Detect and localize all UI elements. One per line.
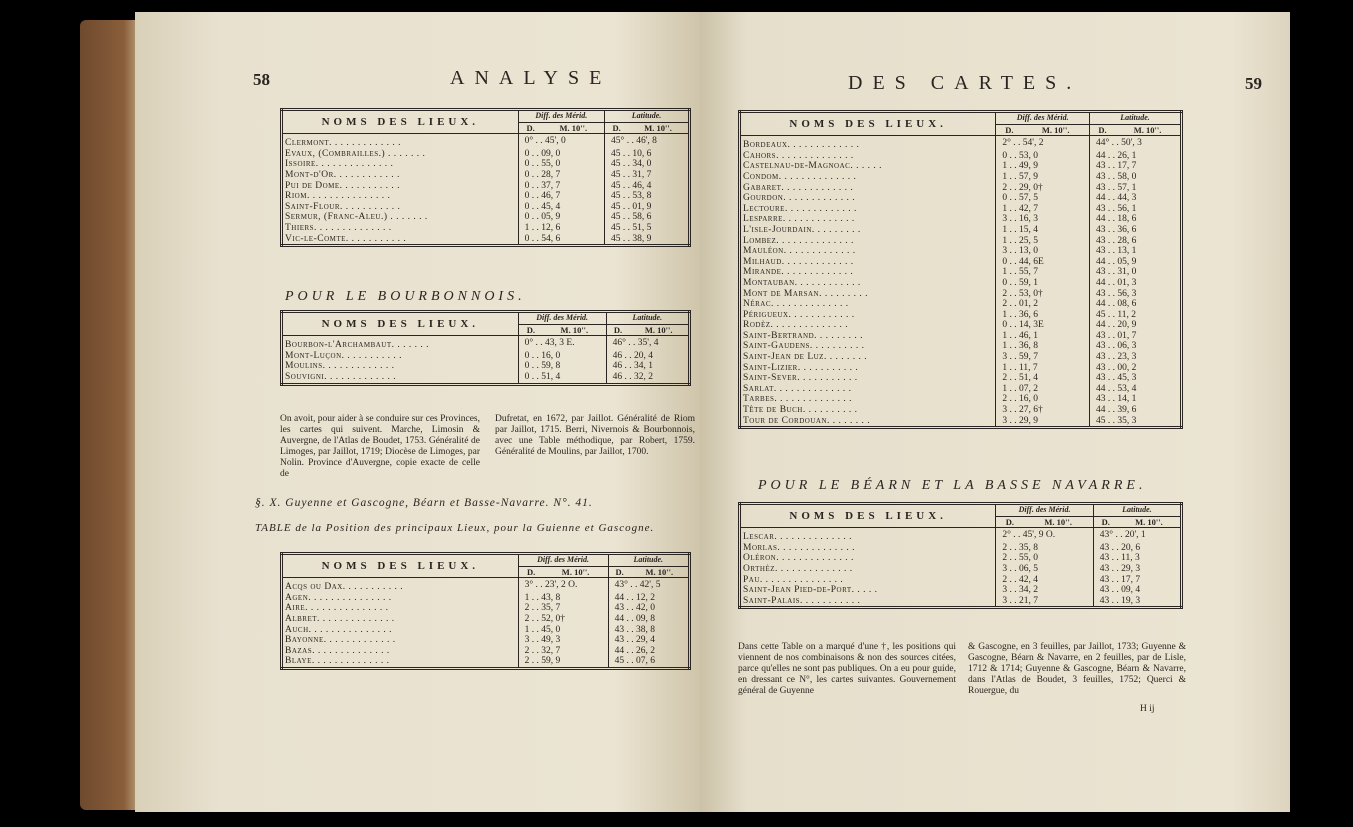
running-head-right: DES CARTES. bbox=[848, 72, 1082, 94]
place-name: Issoire. . . . . . . . . . . . . . bbox=[282, 159, 519, 170]
table-row bbox=[740, 136, 1182, 151]
column-header-names: NOMS DES LIEUX. bbox=[740, 504, 996, 528]
meridian-diff-value: 0 . . 55, 0 bbox=[518, 159, 604, 170]
meridian-diff-value: 2 . . 59, 9 bbox=[518, 656, 608, 668]
meridian-diff-value: 0 . . 44, 6E bbox=[996, 257, 1090, 268]
meridian-diff-value: 0 . . 16, 0 bbox=[518, 351, 606, 362]
meridian-diff-value: 0 . . 59, 8 bbox=[518, 361, 606, 372]
column-header-latitude: Latitude. bbox=[1093, 504, 1181, 517]
meridian-diff-value: 2 . . 55, 0 bbox=[996, 553, 1093, 564]
unit-label: D. bbox=[606, 324, 629, 336]
unit-label: D. bbox=[1093, 516, 1118, 528]
place-name: Acqs ou Dax. . . . . . . . . . . bbox=[282, 578, 519, 593]
column-header-latitude: Latitude. bbox=[608, 554, 689, 567]
meridian-diff-value: 2 . . 35, 8 bbox=[996, 543, 1093, 554]
meridian-diff-value: 3 . . 13, 0 bbox=[996, 246, 1090, 257]
left-page bbox=[135, 12, 700, 812]
latitude-value: 44 . . 39, 6 bbox=[1095, 405, 1137, 416]
latitude-value: 45 . . 11, 2 bbox=[1095, 309, 1136, 320]
place-name: Souvigni. . . . . . . . . . . . . bbox=[282, 372, 519, 384]
place-name: Mauléon. . . . . . . . . . . . . bbox=[740, 246, 996, 257]
meridian-diff-value: 1 . . 11, 7 bbox=[996, 363, 1090, 374]
meridian-diff-value: 1 . . 36, 8 bbox=[996, 341, 1090, 352]
place-name: Gourdon. . . . . . . . . . . . . bbox=[740, 193, 996, 204]
unit-label: M. 10''. bbox=[1024, 516, 1094, 528]
table-caption-guienne: TABLE de la Position des principaux Lieux, pour la Guienne et Gascogne. bbox=[255, 522, 655, 534]
table-row bbox=[282, 372, 690, 384]
table-bearn bbox=[738, 502, 1183, 609]
place-name: Albret. . . . . . . . . . . . . . bbox=[282, 614, 519, 625]
place-name: Riom. . . . . . . . . . . . . . . bbox=[282, 191, 519, 202]
latitude-value: 44 . . 09, 8 bbox=[614, 613, 655, 624]
latitude-value: 43 . . 29, 3 bbox=[1099, 563, 1141, 574]
unit-label: D. bbox=[605, 122, 629, 134]
table-row bbox=[282, 635, 690, 646]
unit-label: D. bbox=[518, 566, 544, 578]
table-header-row bbox=[740, 504, 1182, 517]
latitude-value: 43 . . 14, 1 bbox=[1095, 394, 1137, 405]
latitude-value: 45 . . 01, 9 bbox=[611, 201, 652, 212]
latitude-value: 44 . . 12, 2 bbox=[614, 592, 655, 603]
table-row bbox=[740, 225, 1182, 236]
place-name: Blaye. . . . . . . . . . . . . . bbox=[282, 656, 519, 668]
latitude-value: 44 . . 26, 2 bbox=[614, 645, 655, 656]
meridian-diff-value: 1 . . 46, 1 bbox=[996, 331, 1090, 342]
meridian-diff-value: 0 . . 51, 4 bbox=[518, 372, 606, 384]
meridian-diff-value: 1 . . 36, 6 bbox=[996, 310, 1090, 321]
meridian-diff-value: 0 . . 14, 3E bbox=[996, 320, 1090, 331]
latitude-value: 45 . . 46, 4 bbox=[611, 180, 652, 191]
place-name: Condom. . . . . . . . . . . . . . bbox=[740, 172, 996, 183]
table-row bbox=[282, 578, 690, 593]
unit-label: D. bbox=[518, 122, 543, 134]
meridian-diff-value: 0° . . 45', 0 bbox=[518, 134, 604, 149]
meridian-diff-value: 0° . . 43, 3 E. bbox=[518, 336, 606, 351]
latitude-value: 43 . . 06, 3 bbox=[1095, 341, 1137, 352]
place-name: Bourbon-l'Archambaut. . . . . . . bbox=[282, 336, 519, 351]
place-name: Tour de Cordouan. . . . . . . . bbox=[740, 416, 996, 428]
latitude-value: 44 . . 44, 3 bbox=[1095, 193, 1137, 204]
latitude-value: 43 . . 58, 0 bbox=[1095, 171, 1137, 182]
meridian-diff-value: 2 . . 01, 2 bbox=[996, 299, 1090, 310]
meridian-diff-value: 3 . . 49, 3 bbox=[518, 635, 608, 646]
unit-label: M. 10''. bbox=[1022, 124, 1089, 136]
table-header-row bbox=[282, 110, 690, 123]
table-header-row bbox=[282, 554, 690, 567]
meridian-diff-value: 2° . . 54', 2 bbox=[996, 136, 1090, 151]
latitude-value: 43 . . 01, 7 bbox=[1095, 330, 1137, 341]
table-row bbox=[282, 170, 690, 181]
table-row bbox=[740, 331, 1182, 342]
meridian-diff-value: 1 . . 12, 6 bbox=[518, 223, 604, 234]
latitude-value: 44 . . 05, 9 bbox=[1095, 256, 1137, 267]
latitude-value: 43 . . 28, 6 bbox=[1095, 235, 1137, 246]
table-row bbox=[282, 646, 690, 657]
place-name: Bordeaux. . . . . . . . . . . . . bbox=[740, 136, 996, 151]
latitude-value: 43 . . 19, 3 bbox=[1099, 595, 1141, 606]
latitude-value: 44 . . 18, 6 bbox=[1095, 214, 1137, 225]
latitude-value: 43 . . 00, 2 bbox=[1095, 362, 1137, 373]
unit-label: D. bbox=[996, 516, 1024, 528]
table-row bbox=[740, 373, 1182, 384]
table-row bbox=[282, 336, 690, 351]
column-header-latitude: Latitude. bbox=[1089, 112, 1181, 125]
place-name: Saint-Bertrand. . . . . . . . . bbox=[740, 331, 996, 342]
column-header-names: NOMS DES LIEUX. bbox=[740, 112, 996, 136]
table-header-row bbox=[740, 112, 1182, 125]
latitude-value: 45 . . 58, 6 bbox=[611, 212, 652, 223]
unit-label: D. bbox=[996, 124, 1023, 136]
latitude-value: 43 . . 17, 7 bbox=[1099, 574, 1141, 585]
meridian-diff-value: 2 . . 32, 7 bbox=[518, 646, 608, 657]
place-name: Vic-le-Comte. . . . . . . . . . . bbox=[282, 234, 519, 246]
place-name: Saint-Gaudens. . . . . . . . . . bbox=[740, 341, 996, 352]
table-row bbox=[740, 575, 1182, 586]
table-row bbox=[282, 212, 690, 223]
unit-label: M. 10''. bbox=[628, 122, 689, 134]
unit-label: M. 10''. bbox=[631, 566, 690, 578]
place-name: Mirande. . . . . . . . . . . . . bbox=[740, 267, 996, 278]
meridian-diff-value: 3 . . 06, 5 bbox=[996, 564, 1093, 575]
latitude-value: 43 . . 57, 1 bbox=[1095, 182, 1137, 193]
table-row bbox=[740, 564, 1182, 575]
place-name: Sermur, (Franc-Aleu.) . . . . . . . bbox=[282, 212, 519, 223]
table-row bbox=[740, 172, 1182, 183]
latitude-value: 43° . . 42', 5 bbox=[614, 580, 661, 591]
place-name: Tarbes. . . . . . . . . . . . . . bbox=[740, 394, 996, 405]
place-name: Aire. . . . . . . . . . . . . . . bbox=[282, 603, 519, 614]
meridian-diff-value: 0 . . 46, 7 bbox=[518, 191, 604, 202]
meridian-diff-value: 3° . . 23', 2 O. bbox=[518, 578, 608, 593]
place-name: Saint-Lizier. . . . . . . . . . . bbox=[740, 363, 996, 374]
table-row bbox=[740, 236, 1182, 247]
table-row bbox=[740, 416, 1182, 428]
meridian-diff-value: 2 . . 29, 0† bbox=[996, 183, 1090, 194]
section-title-bearn: POUR LE BÉARN ET LA BASSE NAVARRE. bbox=[758, 478, 1147, 493]
meridian-diff-value: 2° . . 45', 9 O. bbox=[996, 528, 1093, 543]
unit-label: M. 10''. bbox=[543, 324, 606, 336]
latitude-value: 45 . . 38, 9 bbox=[611, 233, 652, 244]
table-row bbox=[740, 246, 1182, 257]
place-name: Saint-Sever. . . . . . . . . . . bbox=[740, 373, 996, 384]
paragraph-right-page-left-col: Dans cette Table on a marqué d'une †, les positions qui viennent de nos combinaisons & non des sources citées, parce qu'elles ne sont pas publiques. On a eu pour guide, en dressant ce N°, les cartes suivantes. Gouvernement général de Guyenne bbox=[738, 642, 956, 696]
latitude-value: 46 . . 34, 1 bbox=[612, 361, 653, 372]
signature-mark: H ij bbox=[1140, 704, 1155, 714]
meridian-diff-value: 2 . . 35, 7 bbox=[518, 603, 608, 614]
place-name: Orthèz. . . . . . . . . . . . . . bbox=[740, 564, 996, 575]
table-bourbonnois bbox=[280, 310, 691, 386]
place-name: Lesparre. . . . . . . . . . . . . bbox=[740, 214, 996, 225]
running-head-left: ANALYSE bbox=[450, 67, 612, 89]
unit-label: D. bbox=[518, 324, 543, 336]
right-page bbox=[700, 12, 1290, 812]
unit-label: M. 10''. bbox=[544, 566, 608, 578]
table-row bbox=[740, 543, 1182, 554]
table-guienne bbox=[280, 552, 691, 670]
unit-label: D. bbox=[608, 566, 631, 578]
table-row bbox=[740, 183, 1182, 194]
unit-label: M. 10''. bbox=[543, 122, 605, 134]
place-name: Pau. . . . . . . . . . . . . . . bbox=[740, 575, 996, 586]
meridian-diff-value: 0 . . 28, 7 bbox=[518, 170, 604, 181]
place-name: Milhaud. . . . . . . . . . . . . bbox=[740, 257, 996, 268]
table-row bbox=[740, 161, 1182, 172]
unit-label: M. 10''. bbox=[629, 324, 689, 336]
column-header-meridian-diff: Diff. des Mérid. bbox=[518, 312, 606, 325]
latitude-value: 43 . . 31, 0 bbox=[1095, 267, 1137, 278]
table-row bbox=[282, 181, 690, 192]
meridian-diff-value: 1 . . 07, 2 bbox=[996, 384, 1090, 395]
meridian-diff-value: 3 . . 21, 7 bbox=[996, 596, 1093, 608]
place-name: L'isle-Jourdain. . . . . . . . . bbox=[740, 225, 996, 236]
place-name: Tête de Buch. . . . . . . . . . bbox=[740, 405, 996, 416]
meridian-diff-value: 0 . . 57, 5 bbox=[996, 193, 1090, 204]
latitude-value: 45 . . 10, 6 bbox=[611, 148, 652, 159]
meridian-diff-value: 1 . . 45, 0 bbox=[518, 625, 608, 636]
table-row bbox=[740, 596, 1182, 608]
place-name: Sarlat. . . . . . . . . . . . . . bbox=[740, 384, 996, 395]
table-row bbox=[740, 553, 1182, 564]
latitude-value: 44 . . 26, 1 bbox=[1095, 150, 1137, 161]
latitude-value: 43 . . 13, 1 bbox=[1095, 246, 1137, 257]
latitude-value: 44° . . 50', 3 bbox=[1095, 138, 1142, 149]
meridian-diff-value: 2 . . 42, 4 bbox=[996, 575, 1093, 586]
place-name: Castelnau-de-Magnoac. . . . . . bbox=[740, 161, 996, 172]
place-name: Montauban. . . . . . . . . . . . bbox=[740, 278, 996, 289]
table-row bbox=[740, 320, 1182, 331]
place-name: Mont de Marsan. . . . . . . . . bbox=[740, 289, 996, 300]
column-header-names: NOMS DES LIEUX. bbox=[282, 554, 519, 578]
page-number-right: 59 bbox=[1245, 74, 1262, 93]
table-row bbox=[740, 289, 1182, 300]
column-header-meridian-diff: Diff. des Mérid. bbox=[518, 554, 608, 567]
meridian-diff-value: 2 . . 51, 4 bbox=[996, 373, 1090, 384]
table-row bbox=[740, 352, 1182, 363]
latitude-value: 43 . . 23, 3 bbox=[1095, 352, 1137, 363]
table-row bbox=[282, 351, 690, 362]
table-row bbox=[740, 310, 1182, 321]
latitude-value: 43 . . 17, 7 bbox=[1095, 161, 1137, 172]
table-row bbox=[740, 257, 1182, 268]
place-name: Evaux, (Combrailles.) . . . . . . . bbox=[282, 149, 519, 160]
latitude-value: 43 . . 56, 1 bbox=[1095, 203, 1137, 214]
column-header-names: NOMS DES LIEUX. bbox=[282, 110, 519, 134]
paragraph-right-col: Dufretat, en 1672, par Jaillot. Généralité de Riom par Jaillot, 1715. Berri, Nivernois & Bourbonnois, avec une Table méthodique, par Robert, 1759. Généralité de Moulins, par Jaillot, 1700. bbox=[495, 414, 695, 457]
place-name: Périgueux. . . . . . . . . . . . bbox=[740, 310, 996, 321]
table-row bbox=[282, 149, 690, 160]
latitude-value: 43 . . 45, 3 bbox=[1095, 373, 1137, 384]
table-row bbox=[740, 193, 1182, 204]
latitude-value: 45 . . 51, 5 bbox=[611, 222, 652, 233]
meridian-diff-value: 3 . . 27, 6† bbox=[996, 405, 1090, 416]
latitude-value: 43 . . 29, 4 bbox=[614, 635, 655, 646]
latitude-value: 46 . . 32, 2 bbox=[612, 371, 653, 382]
latitude-value: 43 . . 36, 6 bbox=[1095, 224, 1137, 235]
place-name: Agen. . . . . . . . . . . . . . . bbox=[282, 593, 519, 604]
latitude-value: 45° . . 46', 8 bbox=[611, 136, 657, 147]
meridian-diff-value: 3 . . 34, 2 bbox=[996, 585, 1093, 596]
table-row bbox=[740, 267, 1182, 278]
place-name: Cahors. . . . . . . . . . . . . . bbox=[740, 151, 996, 162]
column-header-meridian-diff: Diff. des Mérid. bbox=[996, 504, 1093, 517]
meridian-diff-value: 3 . . 16, 3 bbox=[996, 214, 1090, 225]
latitude-value: 43 . . 56, 3 bbox=[1095, 288, 1137, 299]
latitude-value: 44 . . 01, 3 bbox=[1095, 277, 1137, 288]
latitude-value: 45 . . 53, 8 bbox=[611, 191, 652, 202]
meridian-diff-value: 2 . . 53, 0† bbox=[996, 289, 1090, 300]
latitude-value: 44 . . 08, 6 bbox=[1095, 299, 1137, 310]
latitude-value: 43 . . 20, 6 bbox=[1099, 542, 1141, 553]
meridian-diff-value: 1 . . 55, 7 bbox=[996, 267, 1090, 278]
meridian-diff-value: 1 . . 57, 9 bbox=[996, 172, 1090, 183]
column-header-latitude: Latitude. bbox=[605, 110, 690, 123]
open-book bbox=[80, 12, 1290, 812]
meridian-diff-value: 1 . . 49, 9 bbox=[996, 161, 1090, 172]
latitude-value: 45 . . 35, 3 bbox=[1095, 415, 1137, 426]
table-row bbox=[740, 394, 1182, 405]
place-name: Auch. . . . . . . . . . . . . . . bbox=[282, 625, 519, 636]
column-header-meridian-diff: Diff. des Mérid. bbox=[518, 110, 604, 123]
latitude-value: 43 . . 09, 4 bbox=[1099, 585, 1141, 596]
place-name: Bayonne. . . . . . . . . . . . . bbox=[282, 635, 519, 646]
table-row bbox=[282, 159, 690, 170]
table-row bbox=[740, 151, 1182, 162]
column-header-meridian-diff: Diff. des Mérid. bbox=[996, 112, 1090, 125]
meridian-diff-value: 1 . . 42, 7 bbox=[996, 204, 1090, 215]
place-name: Moulins. . . . . . . . . . . . . bbox=[282, 361, 519, 372]
section-title-bourbonnois: POUR LE BOURBONNOIS. bbox=[285, 289, 526, 304]
meridian-diff-value: 1 . . 43, 8 bbox=[518, 593, 608, 604]
page-number-left: 58 bbox=[253, 70, 270, 89]
meridian-diff-value: 0 . . 54, 6 bbox=[518, 234, 604, 246]
place-name: Mont-Luçon. . . . . . . . . . . bbox=[282, 351, 519, 362]
place-name: Gabaret. . . . . . . . . . . . . bbox=[740, 183, 996, 194]
latitude-value: 43 . . 11, 3 bbox=[1099, 553, 1140, 564]
table-row bbox=[740, 585, 1182, 596]
place-name: Saint-Jean de Luz. . . . . . . . bbox=[740, 352, 996, 363]
place-name: Clermont. . . . . . . . . . . . . bbox=[282, 134, 519, 149]
table-row bbox=[740, 528, 1182, 543]
latitude-value: 44 . . 53, 4 bbox=[1095, 383, 1137, 394]
table-header-row bbox=[282, 312, 690, 325]
place-name: Pui de Dome. . . . . . . . . . . bbox=[282, 181, 519, 192]
table-auvergne bbox=[280, 108, 691, 247]
table-row bbox=[740, 214, 1182, 225]
place-name: Nérac. . . . . . . . . . . . . . bbox=[740, 299, 996, 310]
table-row bbox=[282, 593, 690, 604]
place-name: Rodèz. . . . . . . . . . . . . . bbox=[740, 320, 996, 331]
section-heading-guyenne: §. X. Guyenne et Gascogne, Béarn et Basse-Navarre. N°. 41. bbox=[255, 497, 593, 509]
table-row bbox=[282, 603, 690, 614]
table-row bbox=[282, 625, 690, 636]
meridian-diff-value: 0 . . 59, 1 bbox=[996, 278, 1090, 289]
table-row bbox=[282, 656, 690, 668]
meridian-diff-value: 2 . . 16, 0 bbox=[996, 394, 1090, 405]
place-name: Thiers. . . . . . . . . . . . . . bbox=[282, 223, 519, 234]
meridian-diff-value: 2 . . 52, 0† bbox=[518, 614, 608, 625]
latitude-value: 45 . . 07, 6 bbox=[614, 656, 655, 667]
column-header-latitude: Latitude. bbox=[606, 312, 689, 325]
place-name: Saint-Jean Pied-de-Port. . . . . bbox=[740, 585, 996, 596]
latitude-value: 45 . . 34, 0 bbox=[611, 159, 652, 170]
meridian-diff-value: 1 . . 15, 4 bbox=[996, 225, 1090, 236]
latitude-value: 46 . . 20, 4 bbox=[612, 350, 653, 361]
table-row bbox=[282, 202, 690, 213]
meridian-diff-value: 1 . . 25, 5 bbox=[996, 236, 1090, 247]
place-name: Saint-Flour. . . . . . . . . . . bbox=[282, 202, 519, 213]
meridian-diff-value: 0 . . 53, 0 bbox=[996, 151, 1090, 162]
latitude-value: 44 . . 20, 9 bbox=[1095, 320, 1137, 331]
place-name: Lectoure. . . . . . . . . . . . . bbox=[740, 204, 996, 215]
latitude-value: 43 . . 42, 0 bbox=[614, 603, 655, 614]
table-row bbox=[740, 363, 1182, 374]
meridian-diff-value: 3 . . 59, 7 bbox=[996, 352, 1090, 363]
meridian-diff-value: 0 . . 09, 0 bbox=[518, 149, 604, 160]
table-row bbox=[282, 361, 690, 372]
table-row bbox=[740, 204, 1182, 215]
latitude-value: 45 . . 31, 7 bbox=[611, 169, 652, 180]
table-row bbox=[740, 384, 1182, 395]
place-name: Bazas. . . . . . . . . . . . . . bbox=[282, 646, 519, 657]
paragraph-right-page-right-col: & Gascogne, en 3 feuilles, par Jaillot, 1733; Guyenne & Gascogne, Béarn & Navarre, en 2 feuilles, par de Lisle, 1712 & 1714; Guyenne & Gascogne, Béarn & Navarre, dans l'Atlas de Boudet, 3 feuilles, 1752; Querci & Rouergue, du bbox=[968, 642, 1186, 696]
column-header-names: NOMS DES LIEUX. bbox=[282, 312, 519, 336]
meridian-diff-value: 0 . . 45, 4 bbox=[518, 202, 604, 213]
paragraph-left-col: On avoit, pour aider à se conduire sur ces Provinces, les cartes qui suivent. Marche, Limosin & Auvergne, de l'Atlas de Boudet, 1753. Généralité de Limoges, par Jaillot, 1719; Diocèse de Limoges, par Nolin. Province d'Auvergne, copie exacte de celle de bbox=[280, 414, 480, 479]
table-row bbox=[740, 405, 1182, 416]
meridian-diff-value: 0 . . 05, 9 bbox=[518, 212, 604, 223]
table-row bbox=[740, 299, 1182, 310]
table-row bbox=[282, 234, 690, 246]
place-name: Morlas. . . . . . . . . . . . . . bbox=[740, 543, 996, 554]
place-name: Oléron. . . . . . . . . . . . . . bbox=[740, 553, 996, 564]
meridian-diff-value: 0 . . 37, 7 bbox=[518, 181, 604, 192]
place-name: Saint-Palais. . . . . . . . . . . bbox=[740, 596, 996, 608]
table-row bbox=[282, 614, 690, 625]
place-name: Lescar. . . . . . . . . . . . . . bbox=[740, 528, 996, 543]
place-name: Lombez. . . . . . . . . . . . . . bbox=[740, 236, 996, 247]
latitude-value: 43° . . 20', 1 bbox=[1099, 530, 1146, 541]
place-name: Mont-d'Or. . . . . . . . . . . . bbox=[282, 170, 519, 181]
table-guyenne-continued bbox=[738, 110, 1183, 429]
table-row bbox=[740, 341, 1182, 352]
table-row bbox=[282, 134, 690, 149]
latitude-value: 43 . . 38, 8 bbox=[614, 624, 655, 635]
unit-label: M. 10''. bbox=[1118, 516, 1182, 528]
meridian-diff-value: 3 . . 29, 9 bbox=[996, 416, 1090, 428]
unit-label: D. bbox=[1089, 124, 1115, 136]
unit-label: M. 10''. bbox=[1115, 124, 1181, 136]
table-row bbox=[282, 223, 690, 234]
latitude-value: 46° . . 35', 4 bbox=[612, 338, 659, 349]
table-row bbox=[740, 278, 1182, 289]
table-row bbox=[282, 191, 690, 202]
